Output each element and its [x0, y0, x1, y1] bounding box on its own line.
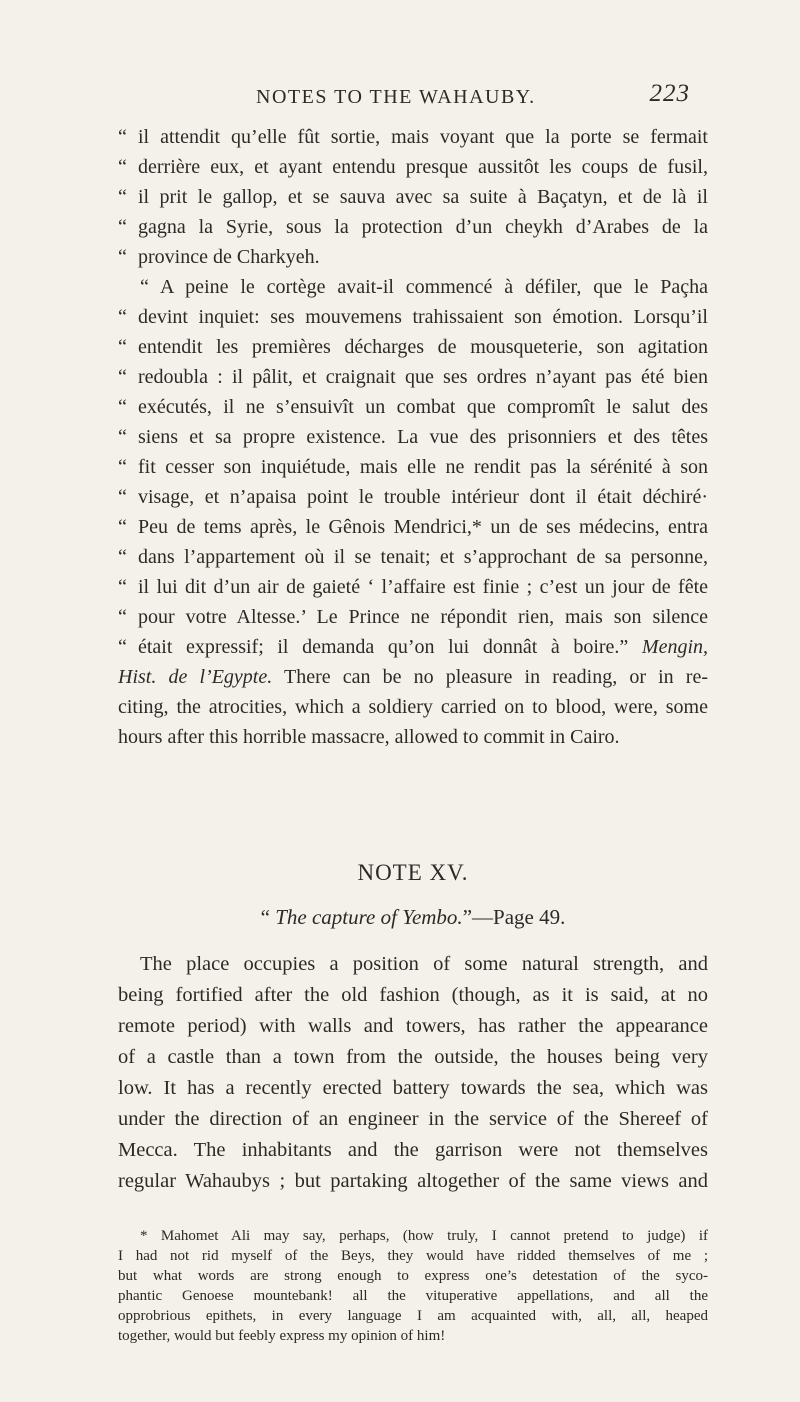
text-line: Mecca. The inhabitants and the garrison were not themselves — [118, 1139, 708, 1161]
note-heading: NOTE XV. — [357, 860, 469, 885]
quote-line: “ A peine le cortège avait-il commencé à défiler, que le Paçha — [140, 276, 708, 298]
citation-author: Mengin, — [641, 636, 708, 658]
footnote-line: * Mahomet Ali may say, perhaps, (how truly, I cannot pretend to judge) if — [140, 1228, 708, 1244]
quote-line: “ dans l’appartement où il se tenait; et s’approchant de sa personne, — [118, 546, 708, 568]
footnote-line: but what words are strong enough to express one’s detestation of the syco- — [118, 1268, 708, 1284]
text-line: remote period) with walls and towers, has rather the appearance — [118, 1015, 708, 1037]
running-head: NOTES TO THE WAHAUBY. — [256, 86, 536, 108]
quote-line: “ Peu de tems après, le Gênois Mendrici,* un de ses médecins, entra — [118, 516, 708, 538]
note-body — [118, 949, 708, 1197]
quoted-passage — [118, 122, 708, 752]
text-line: citing, the atrocities, which a soldiery carried on to blood, were, some — [118, 696, 708, 718]
note-reference-title: The capture of Yembo. — [275, 905, 463, 929]
footnote — [118, 1226, 708, 1346]
quote-line: “ fit cesser son inquiétude, mais elle ne rendit pas la sérénité à son — [118, 456, 708, 478]
quote-line: “ il attendit qu’elle fût sortie, mais voyant que la porte se fermait — [118, 126, 708, 148]
text-line: The place occupies a position of some natural strength, and — [140, 953, 708, 975]
quote-line: “ province de Charkyeh. — [118, 246, 320, 268]
quote-line: “ visage, et n’apaisa point le trouble intérieur dont il était déchiré· — [118, 486, 708, 508]
page-number: 223 — [649, 80, 690, 107]
text-line: of a castle than a town from the outside, the houses being very — [118, 1046, 708, 1068]
footnote-line: together, would but feebly express my opinion of him! — [118, 1328, 446, 1344]
text-line: being fortified after the old fashion (though, as it is said, at no — [118, 984, 708, 1006]
citation-line: Hist. de l’Egypte. There can be no pleasure in reading, or in re- — [118, 666, 708, 688]
text-line: under the direction of an engineer in the service of the Shereef of — [118, 1108, 708, 1130]
text-line: regular Wahaubys ; but partaking altogether of the same views and — [118, 1170, 708, 1192]
quote-line: “ pour votre Altesse.’ Le Prince ne répondit rien, mais son silence — [118, 606, 708, 628]
citation-title: Hist. de l’Egypte. — [118, 666, 273, 688]
text-line: low. It has a recently erected battery towards the sea, which was — [118, 1077, 708, 1099]
footnote-line: opprobrious epithets, in every language I am acquainted with, all, all, heaped — [118, 1308, 708, 1324]
page-header — [118, 80, 690, 114]
note-reference: “ The capture of Yembo.”—Page 49. — [260, 905, 566, 929]
quote-line: “ redoubla : il pâlit, et craignait que ses ordres n’ayant pas été bien — [118, 366, 708, 388]
footnote-line: I had not rid myself of the Beys, they would have ridded themselves of me ; — [118, 1248, 708, 1264]
quote-line: “ gagna la Syrie, sous la protection d’un cheykh d’Arabes de la — [118, 216, 708, 238]
quote-line: “ il prit le gallop, et se sauva avec sa suite à Baçatyn, et de là il — [118, 186, 708, 208]
quote-line: “ devint inquiet: ses mouvemens trahissaient son émotion. Lorsqu’il — [118, 306, 708, 328]
footnote-line: phantic Genoese mountebank! all the vituperative appellations, and all the — [118, 1288, 708, 1304]
quote-line: “ exécutés, il ne s’ensuivît un combat que compromît le salut des — [118, 396, 708, 418]
quote-line: “ derrière eux, et ayant entendu presque aussitôt les coups de fusil, — [118, 156, 708, 178]
quote-line: “ il lui dit d’un air de gaieté ‘ l’affaire est finie ; c’est un jour de fête — [118, 576, 708, 598]
quote-line-with-citation: “ était expressif; il demanda qu’on lui donnât à boire.” Mengin, — [118, 636, 708, 658]
text-line: hours after this horrible massacre, allowed to commit in Cairo. — [118, 726, 620, 748]
quote-line: “ siens et sa propre existence. La vue des prisonniers et des têtes — [118, 426, 708, 448]
quote-line: “ entendit les premières décharges de mousqueterie, son agitation — [118, 336, 708, 358]
